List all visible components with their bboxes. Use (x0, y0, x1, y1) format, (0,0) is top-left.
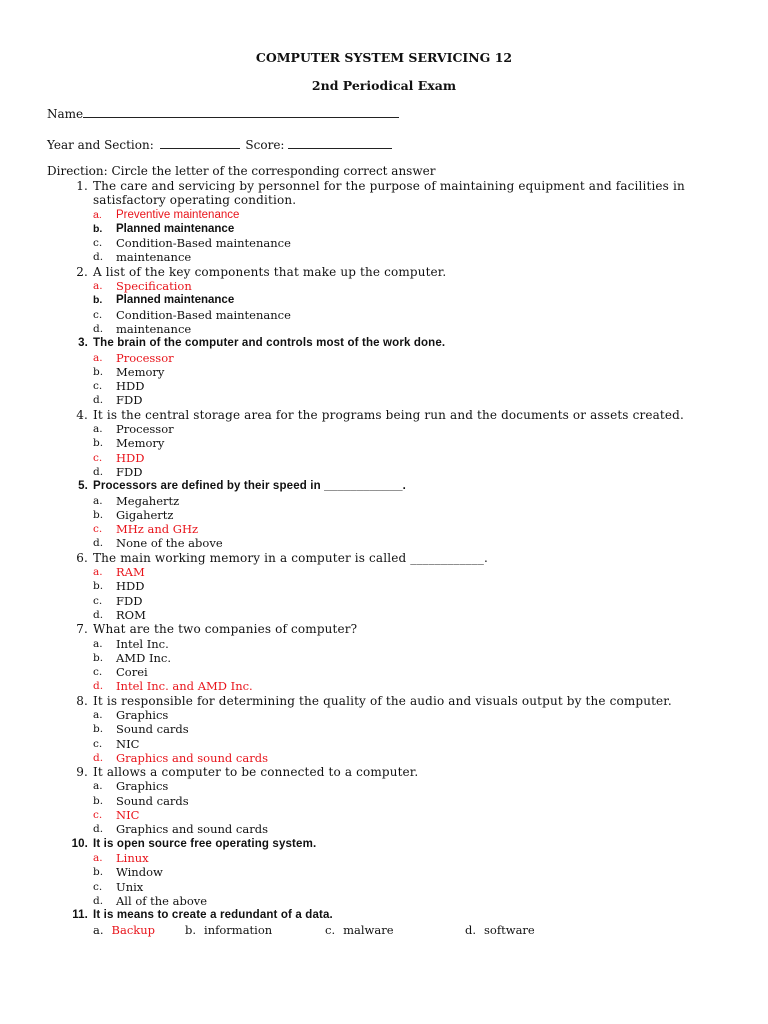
choice-c-correct (0, 522, 768, 536)
choice-text: HDD (116, 450, 145, 465)
choice-letter: d. (93, 608, 104, 621)
choice-text: Unix (116, 879, 144, 894)
choice-c-correct (0, 808, 768, 822)
choice-letter: c. (93, 809, 103, 822)
question-1 (0, 179, 768, 265)
question-text-content: The care and servicing by personnel for the purpose of maintaining equipment and facilities in (93, 179, 685, 193)
choice-d (0, 822, 768, 836)
choice-letter: d. (465, 923, 477, 938)
choice-d (0, 393, 768, 407)
choice-a (0, 779, 768, 793)
question-text-content: The main working memory in a computer is called ____________. (93, 550, 489, 565)
question-6 (0, 551, 768, 622)
choice-letter: a. (93, 708, 103, 721)
choice-text: Processor (116, 350, 174, 365)
question-text (0, 622, 693, 636)
question-text-continued: satisfactory operating condition. (93, 193, 297, 208)
question-text-content: The brain of the computer and controls most of the work done. (93, 337, 446, 350)
exam-subtitle: 2nd Periodical Exam (311, 78, 457, 93)
question-text (0, 551, 693, 565)
choice-text: maintenance (116, 321, 192, 336)
choice-text: Memory (116, 364, 165, 379)
choice-letter: d. (93, 251, 104, 264)
choice-a-correct (0, 351, 768, 365)
choice-c (0, 308, 768, 322)
choice-letter: b. (93, 437, 104, 450)
question-number: 10. (71, 837, 88, 850)
score-label: Score: (245, 138, 285, 152)
question-11 (0, 908, 768, 938)
choice-letter: d. (93, 394, 104, 407)
choice-b (0, 579, 768, 593)
choice-text: FDD (116, 464, 143, 479)
question-number: 8. (76, 693, 88, 708)
choice-d (0, 536, 768, 550)
direction-text: Direction: Circle the letter of the corresponding correct answer (47, 164, 436, 178)
choice-d (465, 922, 535, 938)
choice-a-correct (0, 851, 768, 865)
choice-d (0, 608, 768, 622)
choice-d (0, 894, 768, 908)
choice-letter: a. (93, 923, 104, 938)
choice-c-correct (0, 451, 768, 465)
question-number: 9. (76, 765, 88, 780)
choice-b (0, 293, 768, 307)
choice-a-correct (0, 279, 768, 293)
question-9 (0, 765, 768, 836)
choice-text: information (204, 923, 273, 938)
question-text-content: What are the two companies of computer? (93, 622, 358, 637)
choice-a-correct (0, 208, 768, 222)
choice-text: Intel Inc. (116, 636, 169, 651)
choice-text: Graphics and sound cards (116, 750, 268, 765)
name-field (47, 106, 399, 121)
choice-text: Window (116, 865, 163, 880)
choice-c (0, 665, 768, 679)
exam-title: COMPUTER SYSTEM SERVICING 12 (255, 50, 513, 65)
question-8 (0, 694, 768, 765)
question-text (0, 765, 693, 779)
choice-letter: b. (93, 866, 104, 879)
choice-letter: a. (93, 494, 103, 507)
choice-letter: b. (93, 651, 104, 664)
choice-text: Graphics (116, 707, 169, 722)
choice-letter: a. (93, 780, 103, 793)
choice-a (0, 637, 768, 651)
choice-d (0, 250, 768, 264)
question-7 (0, 622, 768, 693)
choice-text: malware (343, 923, 394, 938)
choice-letter: c. (93, 737, 103, 750)
question-text (0, 336, 693, 350)
question-4 (0, 408, 768, 479)
choice-letter: c. (325, 923, 336, 938)
choice-c (0, 880, 768, 894)
question-10 (0, 837, 768, 908)
choice-letter: c. (93, 523, 103, 536)
inline-choices (0, 922, 768, 938)
choice-d-correct (0, 679, 768, 693)
choice-text: Memory (116, 436, 165, 451)
question-number: 1. (76, 179, 88, 193)
question-number: 6. (76, 550, 88, 565)
choice-letter: b. (93, 508, 104, 521)
question-text (0, 408, 693, 422)
choice-text: Intel Inc. and AMD Inc. (116, 679, 253, 694)
choice-a (0, 422, 768, 436)
choice-text: Sound cards (116, 722, 189, 737)
choice-text: NIC (116, 808, 140, 823)
choice-text: Linux (116, 850, 149, 865)
choice-text: Graphics (116, 779, 169, 794)
question-2 (0, 265, 768, 336)
question-text (0, 479, 693, 493)
choice-letter: d. (93, 465, 104, 478)
choice-text: Corei (116, 665, 148, 680)
choice-b (0, 865, 768, 879)
question-text (0, 179, 693, 193)
score-blank (288, 137, 392, 149)
choice-letter: b. (93, 794, 104, 807)
choice-text: maintenance (116, 250, 192, 265)
choice-letter: d. (93, 322, 104, 335)
choice-c (0, 737, 768, 751)
choice-text: HDD (116, 579, 145, 594)
choice-text: Graphics and sound cards (116, 822, 268, 837)
choice-text: MHz and GHz (116, 522, 199, 537)
choice-d-correct (0, 751, 768, 765)
question-number: 2. (76, 264, 88, 279)
choice-letter: c. (93, 237, 103, 250)
choice-b (0, 222, 768, 236)
choice-text: Condition-Based maintenance (116, 307, 291, 322)
choice-b (0, 651, 768, 665)
choice-letter: a. (93, 851, 103, 864)
choice-text: Megahertz (116, 493, 180, 508)
name-blank (83, 106, 399, 118)
choice-letter: a. (93, 208, 102, 221)
question-3 (0, 336, 768, 407)
choice-letter: c. (93, 308, 103, 321)
choice-text: All of the above (116, 893, 208, 908)
choice-letter: c. (93, 666, 103, 679)
choice-c (0, 379, 768, 393)
question-number: 7. (76, 622, 88, 637)
choice-b (0, 794, 768, 808)
choice-letter: b. (93, 723, 104, 736)
choice-letter: a. (93, 637, 103, 650)
question-number: 11. (72, 909, 88, 922)
choice-letter: a. (93, 566, 103, 579)
choice-letter: d. (93, 537, 104, 550)
choice-text: FDD (116, 393, 143, 408)
choice-c (0, 236, 768, 250)
choice-letter: c. (93, 594, 103, 607)
choice-text: FDD (116, 593, 143, 608)
choice-c (325, 922, 465, 938)
question-text-content: It is means to create a redundant of a data. (93, 909, 333, 922)
choice-text: AMD Inc. (116, 650, 172, 665)
choice-text: RAM (116, 565, 145, 580)
choice-text: Condition-Based maintenance (116, 236, 291, 251)
choice-letter: a. (93, 423, 103, 436)
choice-text: Planned maintenance (116, 294, 235, 307)
choice-letter: a. (93, 280, 103, 293)
question-text-content: It is the central storage area for the programs being run and the documents or assets created. (93, 407, 684, 422)
choice-letter: d. (93, 751, 104, 764)
choice-letter: d. (93, 894, 104, 907)
choice-letter: b. (93, 580, 104, 593)
choice-letter: b. (93, 222, 103, 235)
question-number: 4. (76, 407, 88, 422)
question-text-content: It is responsible for determining the quality of the audio and visuals output by the computer. (93, 693, 672, 708)
choice-letter: b. (93, 294, 103, 307)
name-label: Name (47, 107, 84, 121)
choice-text: None of the above (116, 536, 223, 551)
choice-text: Preventive maintenance (116, 208, 240, 221)
choice-text: Processor (116, 422, 174, 437)
choice-b (0, 365, 768, 379)
choice-d (0, 322, 768, 336)
question-list (0, 179, 768, 938)
question-text-content: It allows a computer to be connected to a computer. (93, 765, 419, 780)
choice-c (0, 594, 768, 608)
choice-text: NIC (116, 736, 140, 751)
choice-letter: a. (93, 351, 103, 364)
question-text-content: Processors are defined by their speed in ____________. (93, 480, 407, 493)
question-text (0, 908, 693, 922)
question-5 (0, 479, 768, 550)
year-section-label: Year and Section: (47, 138, 154, 152)
choice-letter: c. (93, 380, 103, 393)
question-text-content: A list of the key components that make up the computer. (93, 264, 447, 279)
choice-text: Gigahertz (116, 507, 174, 522)
choice-letter: c. (93, 451, 103, 464)
choice-d (0, 465, 768, 479)
question-text (0, 694, 693, 708)
choice-text: Specification (116, 279, 192, 294)
year-score-field (47, 137, 392, 152)
question-number: 5. (78, 480, 88, 493)
choice-text: Sound cards (116, 793, 189, 808)
choice-letter: b. (93, 365, 104, 378)
choice-b (185, 922, 325, 938)
question-text-content: It is open source free operating system. (93, 837, 317, 850)
choice-text: HDD (116, 379, 145, 394)
choice-a-correct (93, 922, 185, 938)
choice-a (0, 494, 768, 508)
choice-text: ROM (116, 607, 146, 622)
choice-letter: d. (93, 823, 104, 836)
choice-text: Backup (111, 923, 155, 938)
choice-text: Planned maintenance (116, 222, 235, 235)
year-section-blank (160, 137, 240, 149)
question-text (0, 265, 693, 279)
choice-text: software (484, 923, 535, 938)
choice-letter: d. (93, 680, 104, 693)
choice-b (0, 722, 768, 736)
choice-letter: c. (93, 880, 103, 893)
choice-letter: b. (185, 923, 197, 938)
choice-b (0, 508, 768, 522)
question-text (0, 837, 693, 851)
choice-a-correct (0, 565, 768, 579)
choice-a (0, 708, 768, 722)
question-number: 3. (78, 337, 88, 350)
choice-b (0, 436, 768, 450)
